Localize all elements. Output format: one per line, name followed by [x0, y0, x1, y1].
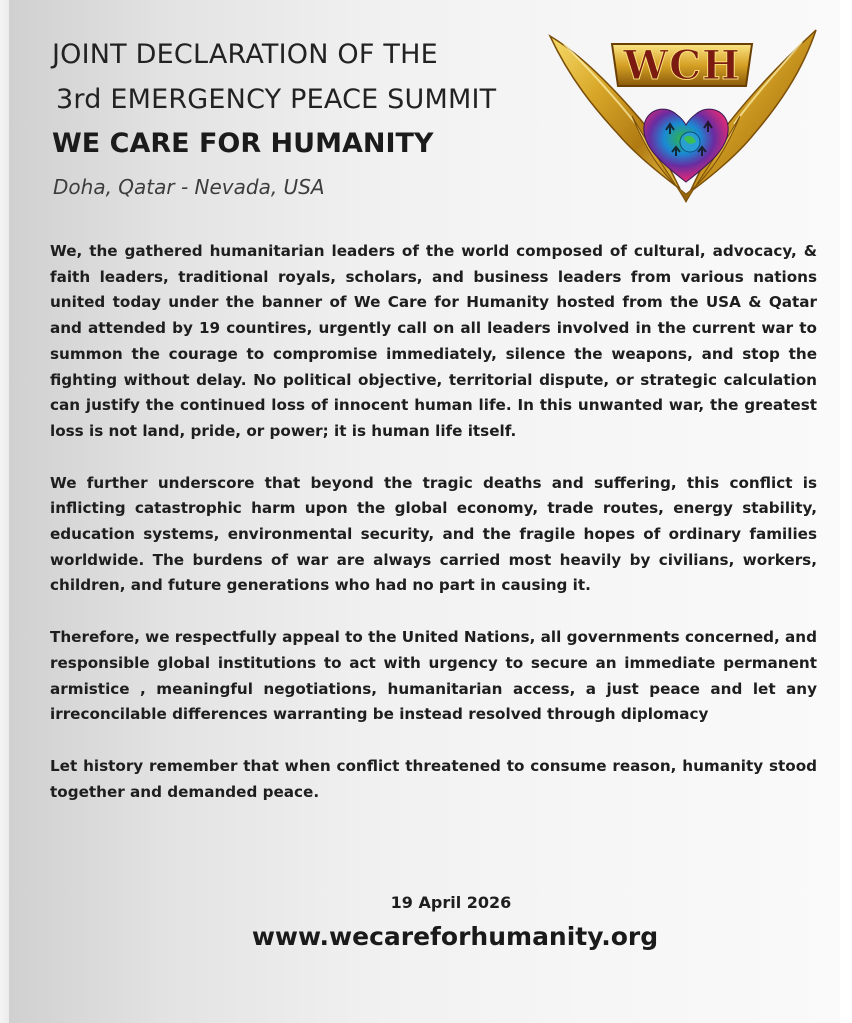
right-edge-strip [840, 0, 852, 1023]
website-url: www.wecareforhumanity.org [251, 922, 659, 951]
logo-wch-text: WCH [623, 42, 741, 89]
title-line-2: 3rd EMERGENCY PEACE SUMMIT [56, 84, 497, 115]
title-line-1: JOINT DECLARATION OF THE [52, 39, 438, 70]
declaration-body [50, 239, 817, 831]
paragraph-1: We, the gathered humanitarian leaders of the world composed of cultural, advocacy, & faith leaders, traditional royals, scholars, and business leaders from various nations united today under the banner of We Care for Humanity hosted from the USA & Qatar and attended by 19 countires, urgently call on all leaders involved in the current war to summon the courage to compromise immediately, silence the weapons, and stop the fighting without delay. No political objective, territorial dispute, or strategic calculation can justify the continued loss of innocent human life. In this unwanted war, the greatest loss is not land, pride, or power; it is human life itself. [50, 242, 817, 440]
organization-name: WE CARE FOR HUMANITY [52, 128, 434, 159]
left-edge-strip [0, 0, 9, 1023]
event-location: Doha, Qatar - Nevada, USA [53, 175, 325, 199]
paragraph-4: Let history remember that when conflict threatened to consume reason, humanity stood together and demanded peace. [50, 756, 817, 801]
declaration-date: 19 April 2026 [390, 893, 512, 912]
wch-logo-icon [540, 24, 825, 214]
paragraph-3: Therefore, we respectfully appeal to the United Nations, all governments concerned, and responsible global institutions to act with urgency to secure an immediate permanent armistice , meaningful negotiations, humanitarian access, a just peace and let any irreconcilable differences warranting be instead resolved through diplomacy [50, 628, 817, 724]
paragraph-2: We further underscore that beyond the tragic deaths and suffering, this conflict is inflicting catastrophic harm upon the global economy, trade routes, energy stability, education systems, environmental security, and the fragile hopes of ordinary families worldwide. The burdens of war are always carried most heavily by civilians, workers, children, and future generations who had no part in causing it. [50, 473, 817, 595]
page-title [52, 32, 496, 122]
